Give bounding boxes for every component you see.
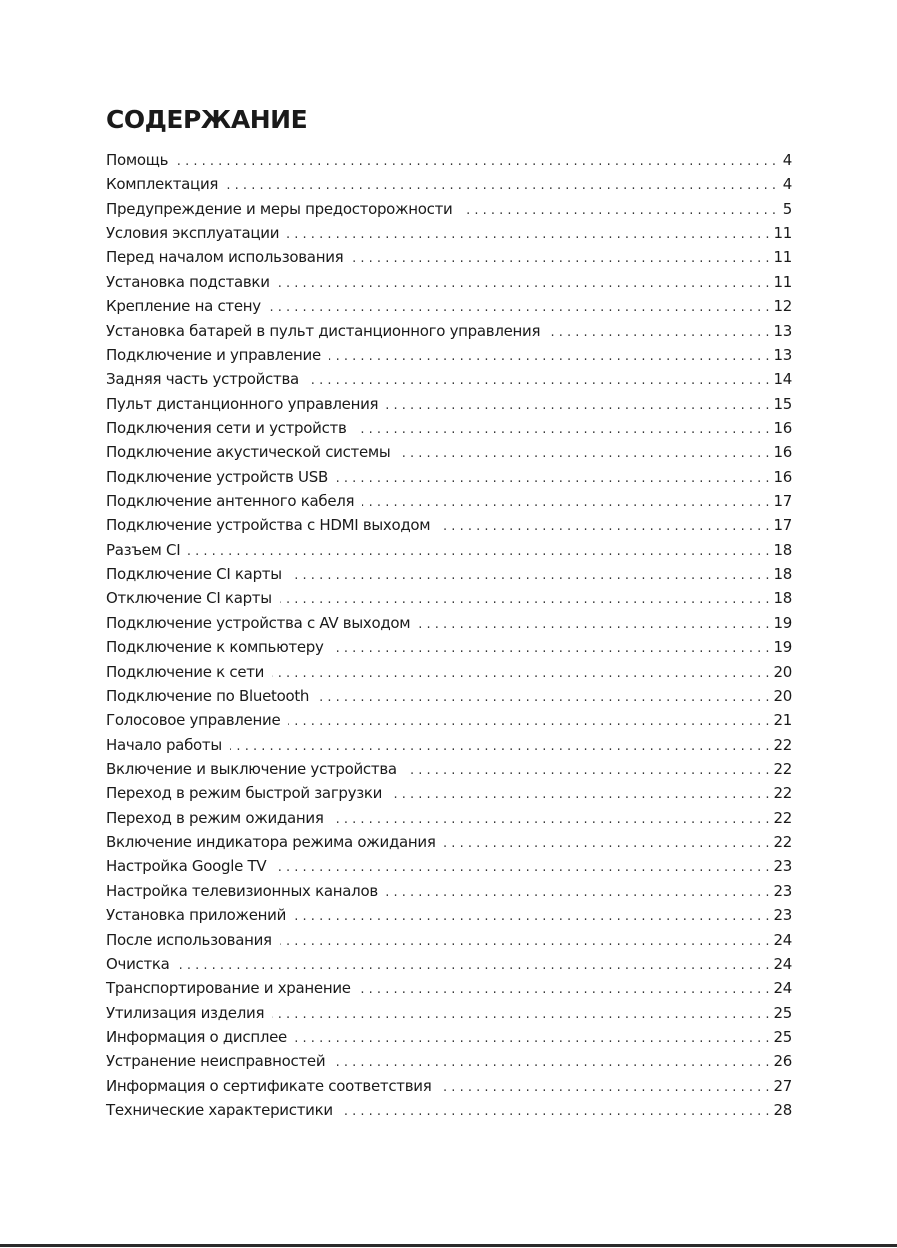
toc-entry-title: Установка подставки <box>106 272 270 291</box>
dot-leader <box>274 856 769 880</box>
dot-leader <box>272 662 769 686</box>
toc-entry[interactable] <box>106 270 792 294</box>
toc-entry-title: Крепление на стену <box>106 297 261 316</box>
toc-entry-title: Подключение и управление <box>106 345 321 364</box>
toc-entry[interactable] <box>106 1074 792 1098</box>
toc-entry-page-number: 20 <box>773 686 792 705</box>
dot-leader <box>295 1027 770 1051</box>
toc-entry-page-number: 13 <box>773 345 792 364</box>
toc-entry[interactable] <box>106 392 792 416</box>
dot-leader <box>548 321 769 345</box>
toc-entry[interactable] <box>106 489 792 513</box>
toc-entry-page-number: 22 <box>773 784 792 803</box>
toc-entry-page-number: 28 <box>773 1101 792 1120</box>
toc-entry[interactable] <box>106 1001 792 1025</box>
toc-entry-title: Настройка телевизионных каналов <box>106 881 378 900</box>
toc-entry-title: Подключение акустической системы <box>106 443 391 462</box>
toc-entry-page-number: 16 <box>773 443 792 462</box>
bottom-rule <box>0 1244 897 1247</box>
toc-entry[interactable] <box>106 660 792 684</box>
toc-entry[interactable] <box>106 635 792 659</box>
toc-entry-page-number: 11 <box>773 224 792 243</box>
toc-entry-page-number: 4 <box>782 175 792 194</box>
toc-entry-title: Перед началом использования <box>106 248 344 267</box>
toc-entry-title: Разъем CI <box>106 540 181 559</box>
toc-entry-page-number: 18 <box>773 589 792 608</box>
toc-entry-page-number: 25 <box>773 1027 792 1046</box>
dot-leader <box>290 564 770 588</box>
toc-entry-page-number: 20 <box>773 662 792 681</box>
toc-entry-title: Технические характеристики <box>106 1101 333 1120</box>
dot-leader <box>351 247 769 271</box>
toc-entry-page-number: 22 <box>773 808 792 827</box>
dot-leader <box>317 686 769 710</box>
toc-entry[interactable] <box>106 538 792 562</box>
toc-entry[interactable] <box>106 1025 792 1049</box>
dot-leader <box>362 491 769 515</box>
toc-entry-page-number: 12 <box>773 297 792 316</box>
toc-entry-page-number: 22 <box>773 759 792 778</box>
toc-entry[interactable] <box>106 854 792 878</box>
toc-entry-page-number: 24 <box>773 979 792 998</box>
dot-leader <box>332 637 770 661</box>
toc-entry[interactable] <box>106 562 792 586</box>
toc-entry-page-number: 26 <box>773 1052 792 1071</box>
toc-entry-title: Подключение устройства с HDMI выходом <box>106 516 431 535</box>
toc-entry[interactable] <box>106 903 792 927</box>
dot-leader <box>269 296 770 320</box>
toc-entry-page-number: 27 <box>773 1076 792 1095</box>
toc-entry[interactable] <box>106 197 792 221</box>
dot-leader <box>355 418 770 442</box>
toc-entry-title: Подключение к компьютеру <box>106 638 324 657</box>
dot-leader <box>287 223 769 247</box>
dot-leader <box>278 272 770 296</box>
toc-entry-title: Включение индикатора режима ожидания <box>106 833 436 852</box>
dot-leader <box>288 710 769 734</box>
toc-entry-page-number: 16 <box>773 418 792 437</box>
toc-entry-page-number: 24 <box>773 954 792 973</box>
toc-entry[interactable] <box>106 733 792 757</box>
toc-entry-page-number: 15 <box>773 394 792 413</box>
toc-entry-title: Подключения сети и устройств <box>106 418 347 437</box>
toc-entry-title: Утилизация изделия <box>106 1003 265 1022</box>
dot-leader <box>280 588 770 612</box>
toc-entry-title: Отключение CI карты <box>106 589 272 608</box>
toc-entry[interactable] <box>106 830 792 854</box>
dot-leader <box>461 199 777 223</box>
dot-leader <box>230 735 770 759</box>
toc-entry-page-number: 17 <box>773 516 792 535</box>
toc-entry-page-number: 13 <box>773 321 792 340</box>
toc-entry-page-number: 18 <box>773 565 792 584</box>
dot-leader <box>386 394 769 418</box>
toc-entry[interactable] <box>106 586 792 610</box>
toc-entry-page-number: 11 <box>773 248 792 267</box>
dot-leader <box>307 369 770 393</box>
toc-entry-page-number: 23 <box>773 857 792 876</box>
toc-entry[interactable] <box>106 879 792 903</box>
toc-entry[interactable] <box>106 513 792 537</box>
dot-leader <box>332 808 770 832</box>
toc-entry-title: После использования <box>106 930 272 949</box>
toc-entry-title: Подключение по Bluetooth <box>106 686 310 705</box>
toc-entry[interactable] <box>106 757 792 781</box>
dot-leader <box>329 345 770 369</box>
toc-entry-page-number: 25 <box>773 1003 792 1022</box>
dot-leader <box>178 954 770 978</box>
toc-entry[interactable] <box>106 1049 792 1073</box>
toc-entry-title: Условия эксплуатации <box>106 224 280 243</box>
dot-leader <box>341 1100 770 1124</box>
toc-entry[interactable] <box>106 319 792 343</box>
toc-entry-page-number: 11 <box>773 272 792 291</box>
toc-entry[interactable] <box>106 781 792 805</box>
toc-entry-title: Установка батарей в пульт дистанционного управления <box>106 321 541 340</box>
dot-leader <box>390 783 769 807</box>
toc-entry-title: Установка приложений <box>106 906 287 925</box>
toc-entry[interactable] <box>106 708 792 732</box>
toc-entry-title: Помощь <box>106 151 169 169</box>
dot-leader <box>226 174 776 198</box>
toc-entry[interactable] <box>106 343 792 367</box>
toc-entry-title: Подключение к сети <box>106 662 265 681</box>
toc-entry-page-number: 14 <box>773 370 792 389</box>
toc-list <box>106 148 792 1122</box>
toc-entry[interactable] <box>106 611 792 635</box>
toc-entry-page-number: 5 <box>782 199 792 218</box>
toc-entry-title: Настройка Google TV <box>106 857 267 876</box>
toc-entry-title: Предупреждение и меры предосторожности <box>106 199 453 218</box>
dot-leader <box>359 978 770 1002</box>
toc-entry[interactable] <box>106 367 792 391</box>
toc-entry[interactable] <box>106 465 792 489</box>
toc-entry-page-number: 16 <box>773 467 792 486</box>
toc-entry-page-number: 24 <box>773 930 792 949</box>
toc-entry-title: Подключение антенного кабеля <box>106 492 355 511</box>
toc-entry-page-number: 4 <box>782 151 792 169</box>
toc-entry[interactable] <box>106 440 792 464</box>
toc-entry-title: Подключение CI карты <box>106 565 282 584</box>
toc-entry-page-number: 21 <box>773 711 792 730</box>
toc-entry-title: Очистка <box>106 954 170 973</box>
dot-leader <box>176 150 776 174</box>
toc-entry-page-number: 17 <box>773 492 792 511</box>
dot-leader <box>405 759 770 783</box>
toc-entry-title: Устранение неисправностей <box>106 1052 326 1071</box>
toc-entry[interactable] <box>106 952 792 976</box>
toc-entry-title: Подключение устройства с AV выходом <box>106 613 411 632</box>
toc-entry-title: Переход в режим быстрой загрузки <box>106 784 383 803</box>
toc-entry-title: Переход в режим ожидания <box>106 808 324 827</box>
dot-leader <box>398 442 769 466</box>
dot-leader <box>418 613 769 637</box>
toc-entry[interactable] <box>106 148 792 172</box>
toc-entry-page-number: 23 <box>773 906 792 925</box>
toc-entry-title: Комплектация <box>106 175 219 194</box>
toc-entry-title: Голосовое управление <box>106 711 281 730</box>
toc-entry-title: Транспортирование и хранение <box>106 979 351 998</box>
dot-leader <box>333 1051 769 1075</box>
toc-entry-title: Пульт дистанционного управления <box>106 394 379 413</box>
toc-entry-page-number: 19 <box>773 613 792 632</box>
toc-entry-title: Подключение устройств USB <box>106 467 328 486</box>
dot-leader <box>272 1003 769 1027</box>
dot-leader <box>336 467 770 491</box>
dot-leader <box>280 930 770 954</box>
toc-entry[interactable] <box>106 684 792 708</box>
toc-entry[interactable] <box>106 245 792 269</box>
page-title: СОДЕРЖАНИЕ <box>106 105 308 134</box>
dot-leader <box>444 832 770 856</box>
toc-entry[interactable] <box>106 221 792 245</box>
dot-leader <box>188 540 769 564</box>
toc-entry-page-number: 23 <box>773 881 792 900</box>
toc-entry-page-number: 22 <box>773 833 792 852</box>
toc-entry-title: Информация о дисплее <box>106 1027 287 1046</box>
toc-entry[interactable] <box>106 928 792 952</box>
dot-leader <box>386 881 770 905</box>
toc-entry-page-number: 22 <box>773 735 792 754</box>
toc-entry[interactable] <box>106 1098 792 1122</box>
toc-entry[interactable] <box>106 416 792 440</box>
toc-entry-title: Информация о сертификате соответствия <box>106 1076 432 1095</box>
toc-entry[interactable] <box>106 976 792 1000</box>
toc-entry-title: Начало работы <box>106 735 222 754</box>
toc-entry-page-number: 19 <box>773 638 792 657</box>
toc-entry-title: Задняя часть устройства <box>106 370 299 389</box>
dot-leader <box>294 905 769 929</box>
dot-leader <box>439 1076 769 1100</box>
toc-entry[interactable] <box>106 294 792 318</box>
toc-entry[interactable] <box>106 806 792 830</box>
dot-leader <box>438 515 769 539</box>
toc-entry-title: Включение и выключение устройства <box>106 759 397 778</box>
toc-entry[interactable] <box>106 172 792 196</box>
toc-entry-page-number: 18 <box>773 540 792 559</box>
